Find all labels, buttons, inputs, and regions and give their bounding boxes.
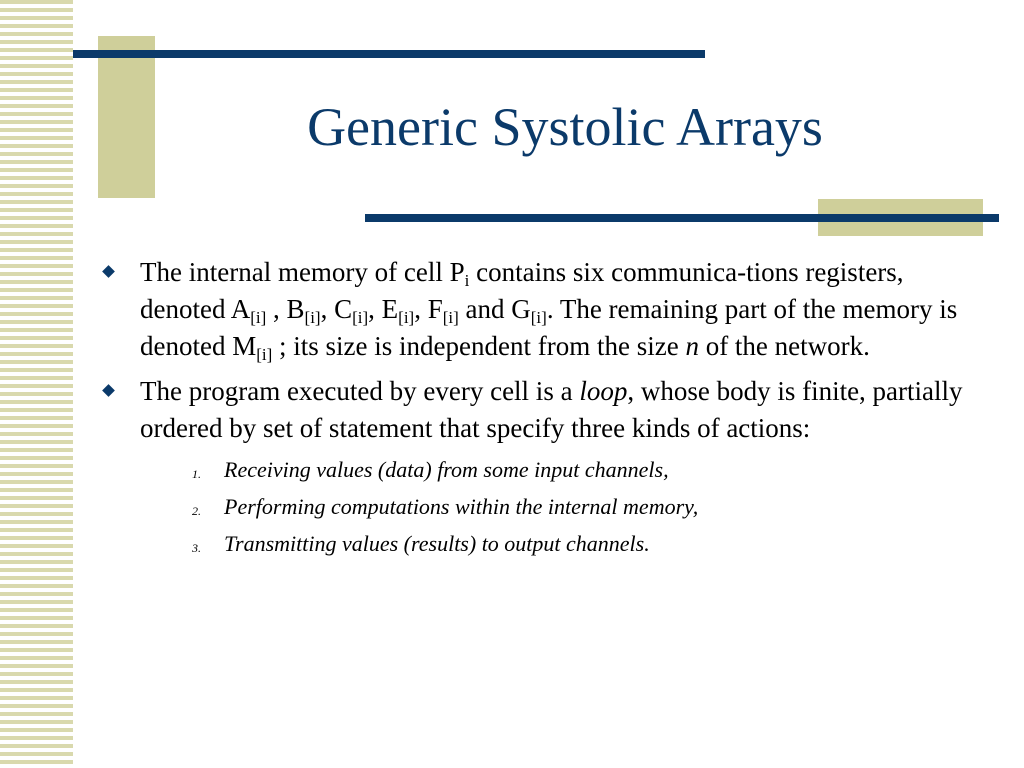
numbered-list bbox=[140, 457, 995, 557]
bullet-item-1 bbox=[100, 254, 995, 365]
diamond-bullet-icon bbox=[102, 265, 115, 278]
bullet-1-text: The internal memory of cell $P_i$ contains six communica-tions registers, denoted $A_{[i]}$ , $B_{[i]}$, $C_{[i]}$, $E_{[i]}$, $F_{[i]}$ and $G_{[i]}$. The remaining part of the memory is denoted $M_{[i]}$ ; its size is independent from the size n of the network. bbox=[140, 257, 958, 364]
list-item-text: Transmitting values (results) to output channels. bbox=[224, 531, 650, 556]
list-item-number: 3. bbox=[192, 541, 201, 555]
list-item-number: 1. bbox=[192, 467, 201, 481]
list-item bbox=[140, 494, 995, 520]
bottom-rule bbox=[365, 214, 999, 222]
slide-title: Generic Systolic Arrays bbox=[307, 97, 823, 157]
list-item-number: 2. bbox=[192, 504, 201, 518]
bullet-item-2 bbox=[100, 373, 995, 557]
slide-content bbox=[100, 254, 995, 568]
decorative-block-left bbox=[98, 36, 155, 198]
list-item bbox=[140, 457, 995, 483]
decorative-stripes bbox=[0, 0, 73, 768]
top-rule bbox=[73, 50, 705, 58]
list-item-text: Performing computations within the internal memory, bbox=[224, 494, 699, 519]
bullet-2-text: The program executed by every cell is a loop, whose body is finite, partially ordered by set of statement that specify three kinds of actions: bbox=[140, 376, 963, 443]
list-item-text: Receiving values (data) from some input channels, bbox=[224, 457, 669, 482]
list-item bbox=[140, 531, 995, 557]
diamond-bullet-icon bbox=[102, 384, 115, 397]
